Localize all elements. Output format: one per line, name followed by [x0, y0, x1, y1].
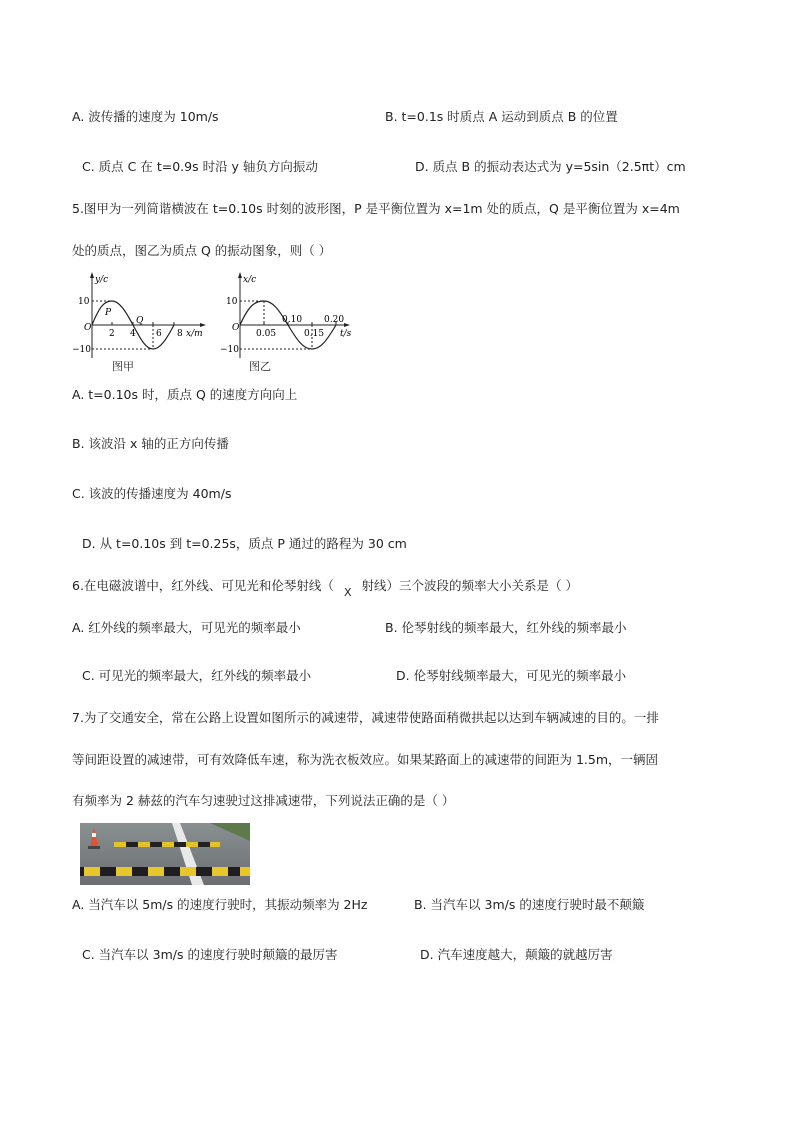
q6-option-c: C. 可见光的频率最大，红外线的频率最小 [82, 668, 312, 683]
q6-stem-x: X [343, 586, 352, 599]
fig1-ytick-neg: −10 [72, 345, 91, 355]
q5-option-a: A. t=0.10s 时，质点 Q 的速度方向向上 [72, 387, 298, 402]
q7-stem-line3: 有频率为 2 赫兹的汽车匀速驶过这排减速带，下列说法正确的是（ ） [72, 793, 455, 808]
q7-option-a: A. 当汽车以 5m/s 的速度行驶时，其振动频率为 2Hz [72, 897, 368, 912]
speed-bump-near [80, 867, 250, 876]
fig1-ytick-pos: 10 [78, 297, 90, 307]
q7-option-b: B. 当汽车以 3m/s 的速度行驶时最不颠簸 [414, 897, 645, 912]
q7-option-c: C. 当汽车以 3m/s 的速度行驶时颠簸的最厉害 [82, 947, 338, 962]
fig1-ylabel: y/c [95, 275, 109, 285]
fig1-xtick-6: 6 [156, 329, 162, 339]
q5-stem-line1: 5.图甲为一列简谐横波在 t=0.10s 时刻的波形图，P 是平衡位置为 x=1m 处的质点，Q 是平衡位置为 x=4m [72, 201, 680, 216]
q6-stem-part2: 射线）三个波段的频率大小关系是（ ） [361, 578, 578, 593]
q7-stem-line1: 7.为了交通安全，常在公路上设置如图所示的减速带，减速带使路面稍微拱起以达到车辆减速的目的。一排 [72, 710, 659, 725]
fig1-xtick-4: 4 [130, 329, 136, 339]
fig2-xtick-015: 0.15 [304, 329, 325, 339]
q6-stem [72, 578, 578, 599]
q5-option-d: D. 从 t=0.10s 到 t=0.25s，质点 P 通过的路程为 30 cm [82, 536, 407, 551]
q5-option-b: B. 该波沿 x 轴的正方向传播 [72, 436, 229, 451]
fig2-xtick-020: 0.20 [324, 315, 345, 325]
q5-figure-wave [72, 270, 212, 370]
fig2-caption: 图乙 [249, 360, 271, 373]
q6-option-a: A. 红外线的频率最大，可见光的频率最小 [72, 620, 301, 635]
fig1-point-p: P [105, 308, 112, 318]
q4-option-a: A. 波传播的速度为 10m/s [72, 109, 219, 124]
q4-option-b: B. t=0.1s 时质点 A 运动到质点 B 的位置 [385, 109, 618, 124]
fig1-caption: 图甲 [112, 360, 134, 373]
fig2-ytick-neg: −10 [220, 345, 239, 355]
fig1-xtick-8: 8 [177, 329, 183, 339]
fig2-xtick-010: 0.10 [282, 315, 303, 325]
q7-option-d: D. 汽车速度越大，颠簸的就越厉害 [420, 947, 613, 962]
q4-option-d: D. 质点 B 的振动表达式为 y=5sin（2.5πt）cm [415, 159, 686, 174]
speed-bump-far [114, 842, 220, 847]
q6-stem-part1: 6.在电磁波谱中，红外线、可见光和伦琴射线（ [72, 578, 334, 593]
fig2-xlabel: t/s [340, 329, 352, 339]
q5-stem-line2: 处的质点，图乙为质点 Q 的振动图象，则（ ） [72, 243, 332, 258]
q4-option-c: C. 质点 C 在 t=0.9s 时沿 y 轴负方向振动 [82, 159, 318, 174]
fig2-ytick-pos: 10 [226, 297, 238, 307]
fig2-xtick-005: 0.05 [256, 329, 277, 339]
q6-option-b: B. 伦琴射线的频率最大，红外线的频率最小 [385, 620, 627, 635]
fig1-xlabel: x/m [186, 329, 203, 339]
q5-figure-vibration [220, 270, 360, 370]
fig2-ylabel: x/c [243, 275, 257, 285]
fig1-origin: O [84, 323, 92, 333]
q5-option-c: C. 该波的传播速度为 40m/s [72, 486, 232, 501]
q7-stem-line2: 等间距设置的减速带，可有效降低车速，称为洗衣板效应。如果某路面上的减速带的间距为 1.5m，一辆固 [72, 752, 659, 767]
fig1-point-q: Q [136, 316, 144, 326]
q6-option-d: D. 伦琴射线频率最大，可见光的频率最小 [396, 668, 627, 683]
speed-bump-photo [80, 823, 250, 885]
fig1-xtick-2: 2 [109, 329, 115, 339]
fig2-origin: O [232, 323, 240, 333]
